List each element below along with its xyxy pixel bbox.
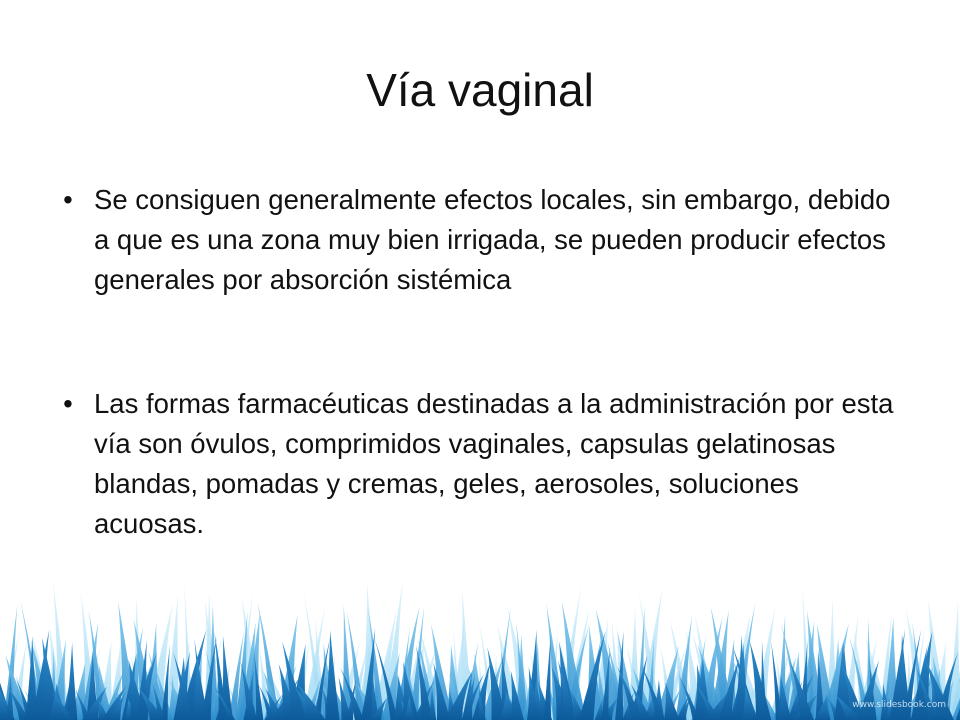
bullet-item bbox=[56, 180, 906, 300]
bullet-text: Las formas farmacéuticas destinadas a la administración por esta vía son óvulos, comprimidos vaginales, capsulas gelatinosas blandas, pomadas y cremas, geles, aerosoles, soluciones acuosas. bbox=[94, 388, 894, 539]
grass-decoration bbox=[0, 570, 960, 720]
bullet-dot-icon: • bbox=[63, 388, 73, 419]
watermark: www.slidesbook.com bbox=[852, 700, 946, 710]
bullet-text: Se consiguen generalmente efectos locales, sin embargo, debido a que es una zona muy bien irrigada, se pueden producir efectos generales por absorción sistémica bbox=[94, 184, 891, 295]
bullet-list bbox=[56, 180, 906, 628]
bullet-item bbox=[56, 384, 906, 544]
grass-blade bbox=[66, 643, 78, 720]
bullet-dot-icon: • bbox=[63, 184, 73, 215]
grass-blade bbox=[544, 634, 551, 720]
slide-title: Vía vaginal bbox=[366, 64, 594, 116]
